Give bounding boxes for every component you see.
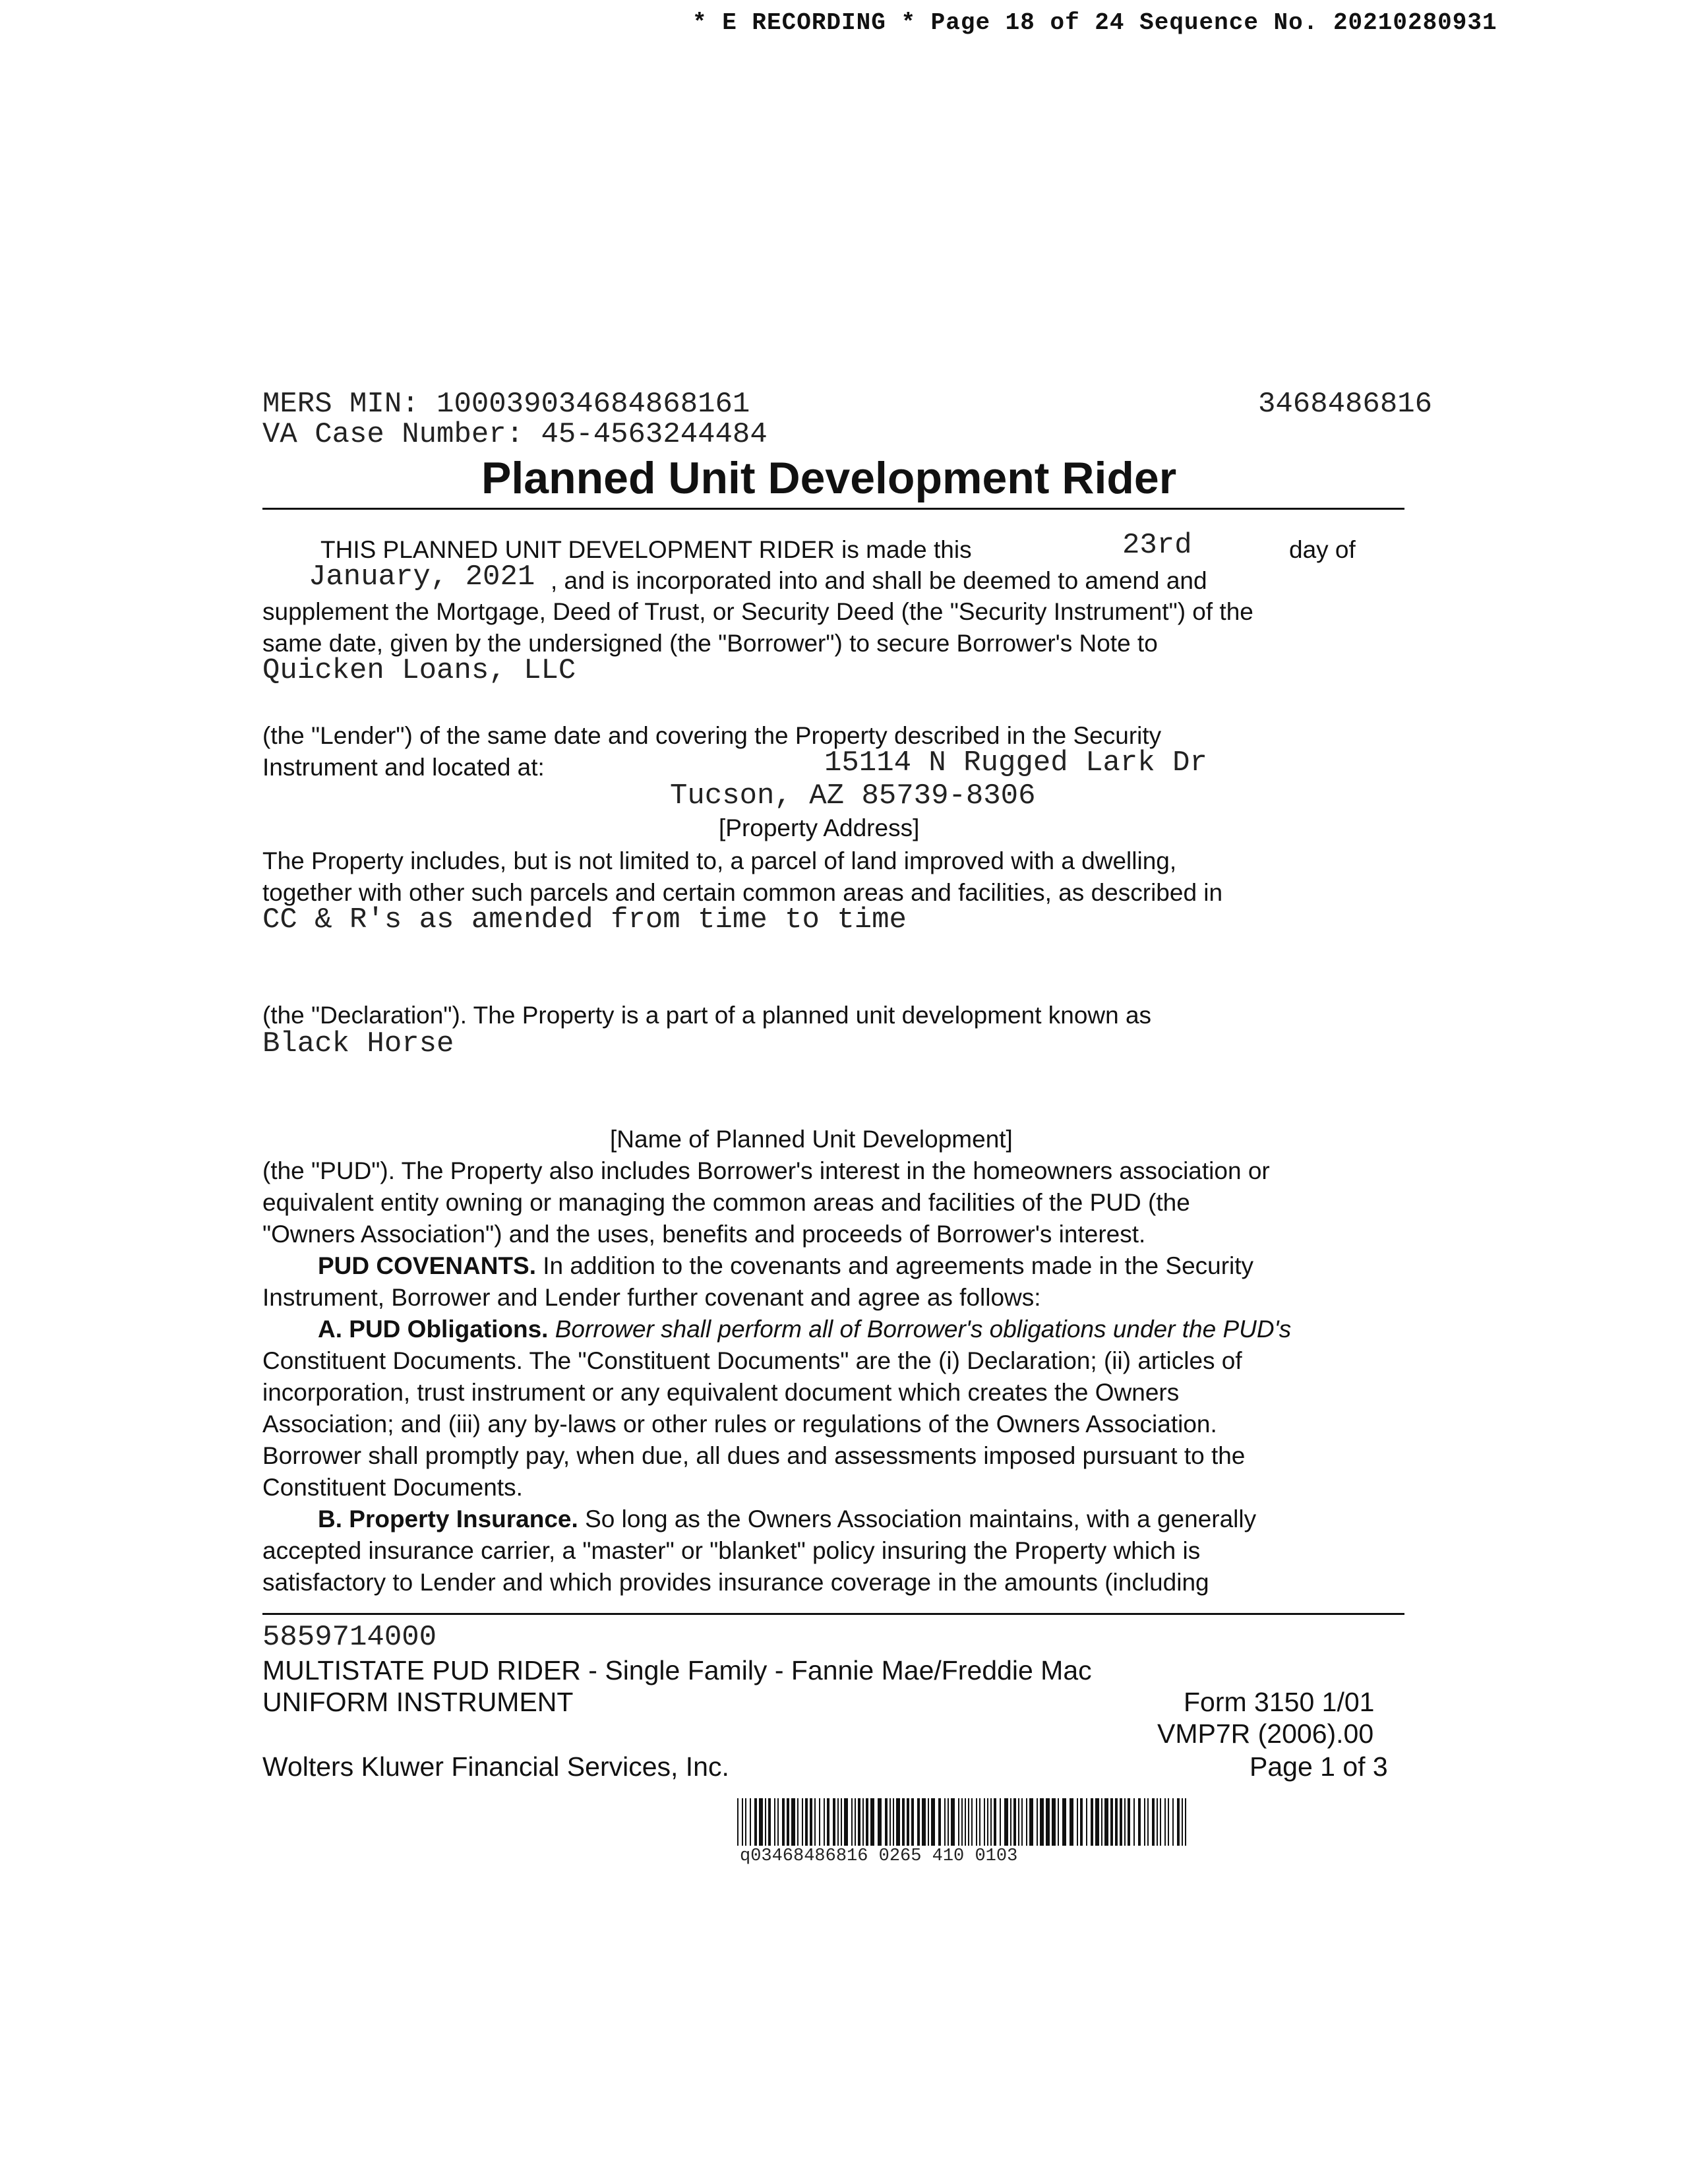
section-a-line6: Constituent Documents.: [262, 1474, 523, 1501]
declaration-fill: CC & R's as amended from time to time: [262, 903, 907, 936]
intro-line9: (the "Declaration"). The Property is a part of a planned unit development known as: [262, 1002, 1152, 1029]
page-title: Planned Unit Development Rider: [481, 453, 1177, 503]
section-b-heading: B. Property Insurance.: [318, 1505, 578, 1532]
section-b-line2: accepted insurance carrier, a "master" or "blanket" policy insuring the Property which is: [262, 1537, 1201, 1564]
uniform-instrument: UNIFORM INSTRUMENT: [262, 1687, 574, 1717]
intro-line1-text: THIS PLANNED UNIT DEVELOPMENT RIDER is made this: [320, 536, 972, 563]
covenants-heading-rest: In addition to the covenants and agreements made in the Security: [535, 1252, 1254, 1279]
section-a-line5: Borrower shall promptly pay, when due, all dues and assessments imposed pursuant to the: [262, 1442, 1246, 1469]
covenants-heading-line2: Instrument, Borrower and Lender further covenant and agree as follows:: [262, 1284, 1041, 1311]
section-a-line1: [318, 1314, 1291, 1345]
section-a-line4: Association; and (iii) any by-laws or other rules or regulations of the Owners Association.: [262, 1410, 1217, 1438]
form-number: Form 3150 1/01: [1184, 1687, 1375, 1717]
covenants-heading: PUD COVENANTS.: [318, 1252, 536, 1279]
address-line2: Tucson, AZ 85739-8306: [670, 779, 1036, 812]
section-b-line3: satisfactory to Lender and which provides insurance coverage in the amounts (including: [262, 1569, 1209, 1596]
day-of-text: day of: [1289, 536, 1356, 563]
intro-line3: supplement the Mortgage, Deed of Trust, or Security Deed (the "Security Instrument") of the: [262, 598, 1253, 625]
pud-caption: [Name of Planned Unit Development]: [610, 1126, 1013, 1153]
intro-line10: (the "PUD"). The Property also includes Borrower's interest in the homeowners association or: [262, 1157, 1270, 1184]
va-case-line: [262, 418, 768, 451]
intro-line2: , and is incorporated into and shall be deemed to amend and: [551, 567, 1207, 594]
intro-line12: "Owners Association") and the uses, benefits and proceeds of Borrower's interest.: [262, 1221, 1146, 1248]
address-caption: [Property Address]: [719, 814, 920, 841]
barcode-image: [737, 1798, 1187, 1846]
vmp-code: VMP7R (2006).00: [1157, 1718, 1374, 1749]
section-a-line3: incorporation, trust instrument or any equivalent document which creates the Owners: [262, 1379, 1180, 1406]
section-b-rest: So long as the Owners Association maintains, with a generally: [578, 1505, 1257, 1532]
intro-line8: together with other such parcels and certain common areas and facilities, as described in: [262, 879, 1223, 906]
date-fill: January, 2021: [309, 561, 535, 593]
mers-min-value: 100039034684868161: [437, 388, 750, 421]
mers-min-line: [262, 388, 750, 421]
lender-name: Quicken Loans, LLC: [262, 654, 576, 687]
intro-line6: Instrument and located at:: [262, 754, 545, 781]
section-a-italic: Borrower shall perform all of Borrower's obligations under the PUD's: [548, 1316, 1292, 1343]
intro-line4: same date, given by the undersigned (the "Borrower") to secure Borrower's Note to: [262, 630, 1158, 657]
section-a-heading: A. PUD Obligations.: [318, 1316, 549, 1343]
covenants-heading-line: [318, 1250, 1253, 1282]
publisher: Wolters Kluwer Financial Services, Inc.: [262, 1751, 729, 1782]
address-line1: 15114 N Rugged Lark Dr: [824, 746, 1207, 779]
day-fill: 23rd: [1122, 529, 1192, 562]
form-title: MULTISTATE PUD RIDER - Single Family - Fannie Mae/Freddie Mac: [262, 1655, 1092, 1685]
doc-number: 5859714000: [262, 1621, 437, 1654]
section-a-line2: Constituent Documents. The "Constituent Documents" are the (i) Declaration; (ii) articles of: [262, 1347, 1242, 1374]
barcode-text: q03468486816 0265 410 0103: [740, 1846, 1018, 1866]
recording-header: * E RECORDING * Page 18 of 24 Sequence No. 20210280931: [692, 9, 1497, 36]
intro-line5: (the "Lender") of the same date and covering the Property described in the Security: [262, 722, 1162, 749]
intro-line7: The Property includes, but is not limited to, a parcel of land improved with a dwelling,: [262, 847, 1177, 874]
loan-number: 3468486816: [1258, 388, 1433, 421]
footer-rule: [262, 1613, 1404, 1615]
intro-line11: equivalent entity owning or managing the common areas and facilities of the PUD (the: [262, 1189, 1190, 1216]
section-b-line1: [318, 1503, 1256, 1535]
mers-min-label: MERS MIN:: [262, 388, 419, 421]
pud-name: Black Horse: [262, 1027, 454, 1060]
va-case-number: 45-4563244484: [541, 418, 768, 451]
page-number: Page 1 of 3: [1250, 1751, 1388, 1782]
title-rule: [262, 508, 1404, 510]
va-case-label: VA Case Number:: [262, 418, 524, 451]
